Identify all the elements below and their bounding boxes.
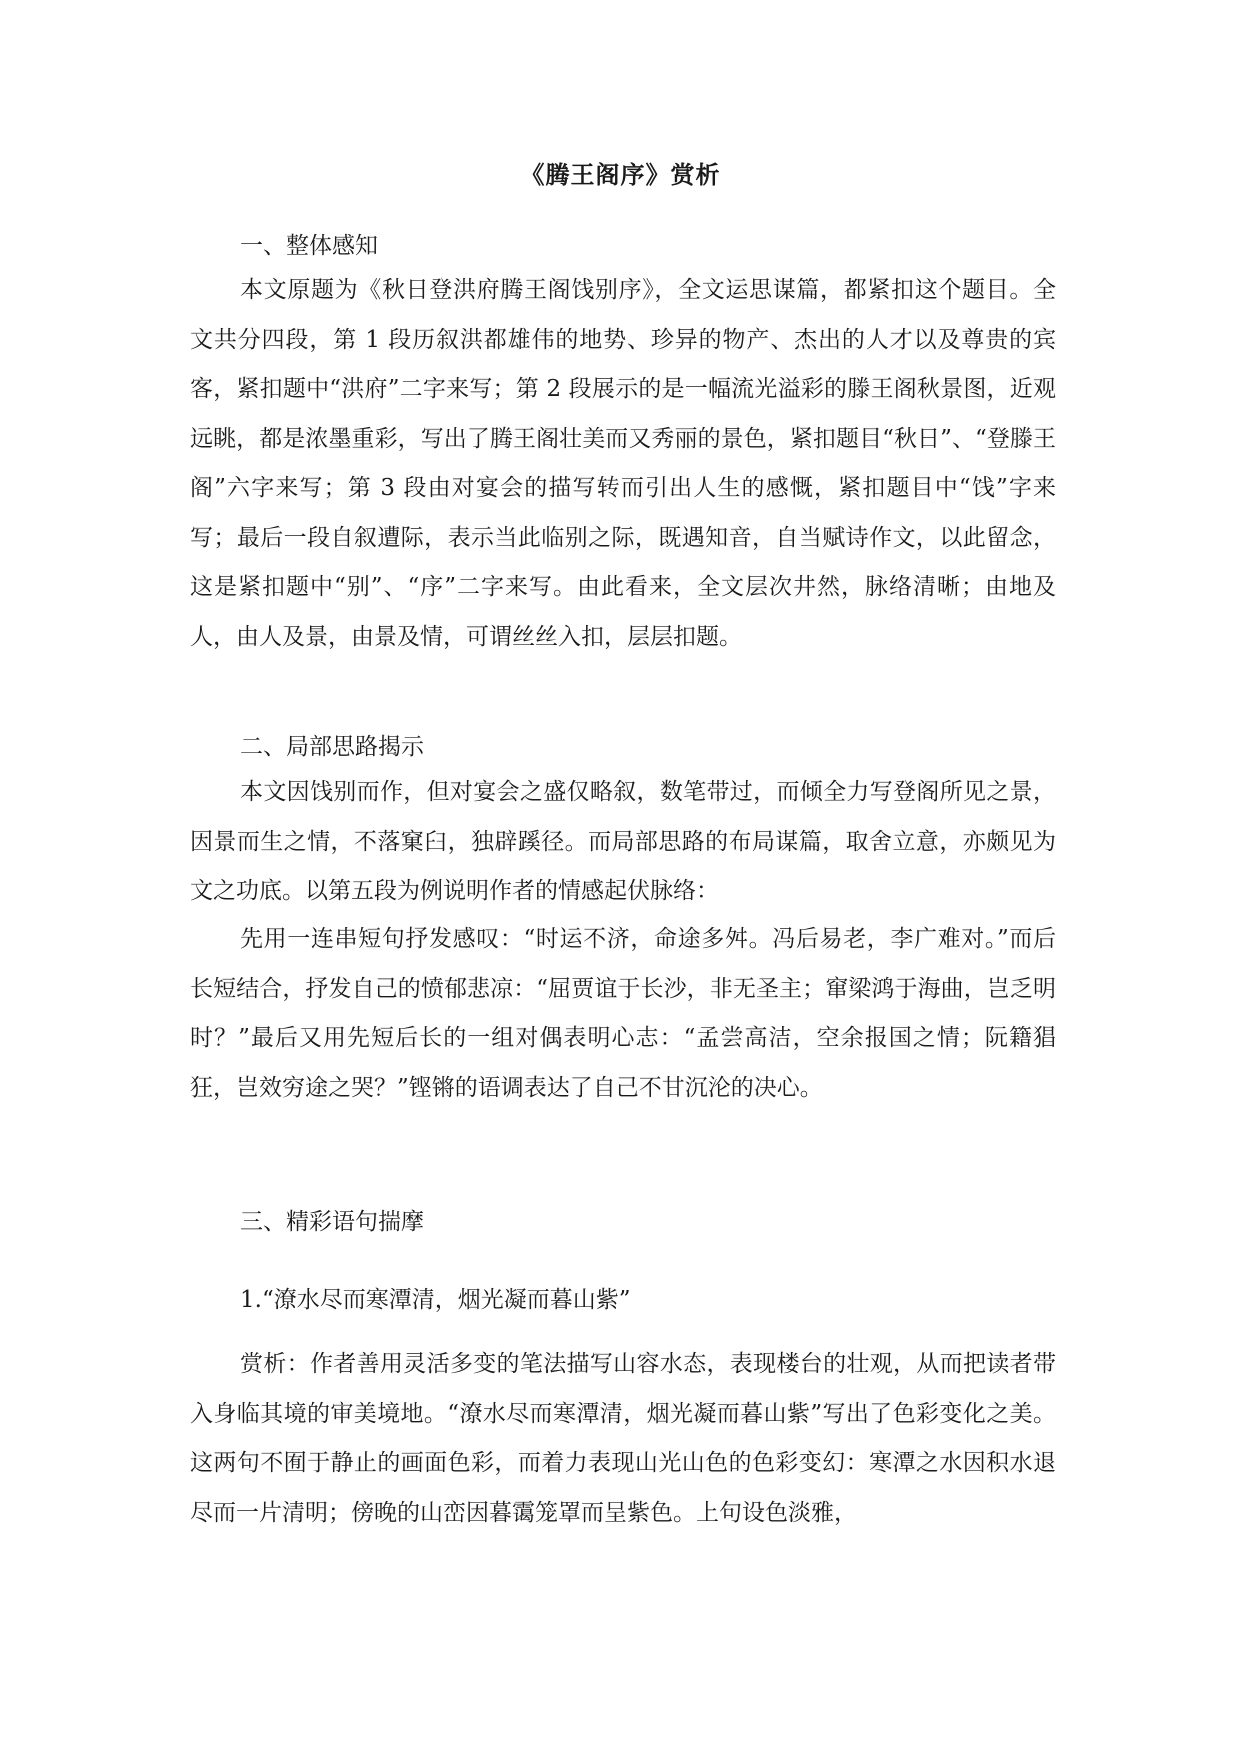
section-heading-sentences: 三、精彩语句揣摩 <box>240 1209 424 1235</box>
section-heading-structure: 二、局部思路揭示 <box>240 734 424 760</box>
sentence-item-heading: 1.“潦水尽而寒潭清，烟光凝而暮山紫” <box>240 1287 631 1313</box>
paragraph-structure-intro: 本文因饯别而作，但对宴会之盛仅略叙，数笔带过，而倾全力写登阁所见之景，因景而生之情，不落窠臼，独辟蹊径。而局部思路的布局谋篇，取舍立意，亦颇见为文之功底。以第五段为例说明作者的情感起伏脉络： <box>190 779 1056 904</box>
section-heading-overall: 一、整体感知 <box>240 233 378 259</box>
paragraph-overall: 本文原题为《秋日登洪府腾王阁饯别序》，全文运思谋篇，都紧扣这个题目。全文共分四段，第 1 段历叙洪都雄伟的地势、珍异的物产、杰出的人才以及尊贵的宾客，紧扣题中“洪府”二字来写；第 2 段展示的是一幅流光溢彩的滕王阁秋景图，近观远眺，都是浓墨重彩，写出了腾王阁壮美而又秀丽的景色，紧扣题目“秋日”、“登滕王阁”六字来写；第 3 段由对宴会的描写转而引出人生的感慨，紧扣题目中“饯”字来写；最后一段自叙遭际，表示当此临别之际，既遇知音，自当赋诗作文，以此留念，这是紧扣题中“别”、“序”二字来写。由此看来，全文层次井然，脉络清晰；由地及人，由人及景，由景及情，可谓丝丝入扣，层层扣题。 <box>190 277 1056 650</box>
page-title: 《腾王阁序》赏析 <box>520 160 721 189</box>
paragraph-structure-example: 先用一连串短句抒发感叹：“时运不济，命途多舛。冯后易老，李广难对。”而后长短结合，抒发自己的愤郁悲凉：“屈贾谊于长沙，非无圣主；窜梁鸿于海曲，岂乏明时？”最后又用先短后长的一组对偶表明心志：“孟尝高洁，空余报国之情；阮籍猖狂，岂效穷途之哭？”铿锵的语调表达了自己不甘沉沦的决心。 <box>190 926 1056 1101</box>
paragraph-analysis: 赏析：作者善用灵活多变的笔法描写山容水态，表现楼台的壮观，从而把读者带入身临其境的审美境地。“潦水尽而寒潭清，烟光凝而暮山紫”写出了色彩变化之美。这两句不囿于静止的画面色彩，而着力表现山光山色的色彩变幻：寒潭之水因积水退尽而一片清明；傍晚的山峦因暮霭笼罩而呈紫色。上句设色淡雅， <box>190 1351 1056 1526</box>
